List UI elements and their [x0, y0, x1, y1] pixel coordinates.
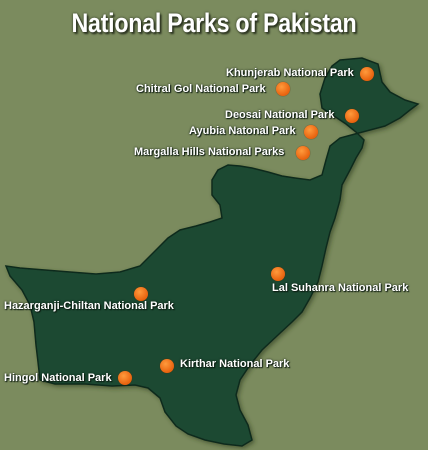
- chitral-gol-marker-icon[interactable]: [276, 82, 290, 96]
- hingol-label: Hingol National Park: [4, 372, 112, 384]
- lal-suhanra-label: Lal Suhanra National Park: [272, 282, 409, 294]
- ayubia-label: Ayubia Natonal Park: [189, 125, 296, 137]
- hingol-marker-icon[interactable]: [118, 371, 132, 385]
- margalla-hills-label: Margalla Hills National Parks: [134, 146, 285, 158]
- kirthar-label: Kirthar National Park: [180, 358, 290, 370]
- khunjerab-label: Khunjerab National Park: [226, 67, 354, 79]
- kirthar-marker-icon[interactable]: [160, 359, 174, 373]
- hazarganji-chiltan-marker-icon[interactable]: [134, 287, 148, 301]
- hazarganji-chiltan-label: Hazarganji-Chiltan National Park: [4, 300, 174, 312]
- lal-suhanra-marker-icon[interactable]: [271, 267, 285, 281]
- deosai-label: Deosai National Park: [225, 109, 335, 121]
- margalla-hills-marker-icon[interactable]: [296, 146, 310, 160]
- ayubia-marker-icon[interactable]: [304, 125, 318, 139]
- khunjerab-marker-icon[interactable]: [360, 67, 374, 81]
- map-title: National Parks of Pakistan: [71, 8, 357, 38]
- deosai-marker-icon[interactable]: [345, 109, 359, 123]
- chitral-gol-label: Chitral Gol National Park: [136, 83, 266, 95]
